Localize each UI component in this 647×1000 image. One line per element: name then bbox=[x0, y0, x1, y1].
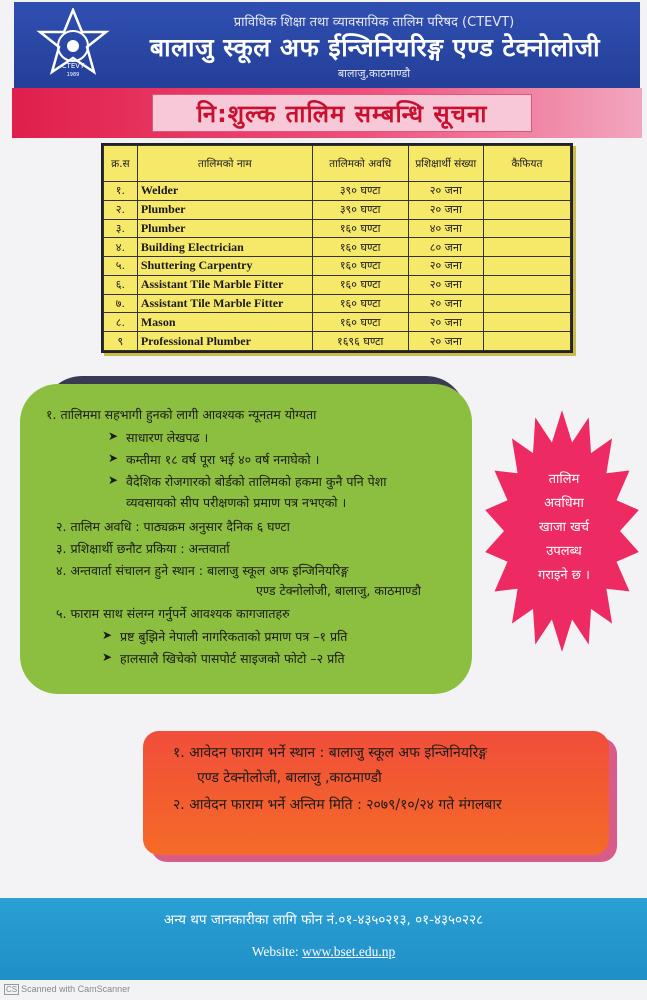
cell-remark bbox=[483, 182, 570, 201]
table-row bbox=[104, 200, 571, 219]
cell-remark bbox=[483, 257, 570, 276]
req-item-3: ३. प्रशिक्षार्थी छनौट प्रकिया : अन्तवार्ता bbox=[56, 541, 230, 556]
req-item-2: २. तालिम अवधि : पाठ्यक्रम अनुसार दैनिक ६ घण्टा bbox=[56, 519, 290, 534]
cell-duration: ३९० घण्टा bbox=[312, 200, 408, 219]
application-place: १. आवेदन फाराम भर्ने स्थान : बालाजु स्कूल अफ इन्जिनियरिङ्ग bbox=[173, 745, 488, 761]
cell-name: Welder bbox=[137, 182, 312, 201]
starburst-line-2: अवधिमा bbox=[544, 496, 584, 511]
requirements-box bbox=[20, 384, 472, 694]
cell-duration: १६० घण्टा bbox=[312, 275, 408, 294]
table-row bbox=[104, 313, 571, 332]
req-item-1-sub-3-cont: व्यवसायको सीप परीक्षणको प्रमाण पत्र नभएको । bbox=[126, 495, 347, 510]
cell-sn: ७. bbox=[104, 294, 138, 313]
table-row bbox=[104, 332, 571, 351]
cell-remark bbox=[483, 238, 570, 257]
training-table bbox=[101, 143, 573, 353]
col-header-sn: क्र.स bbox=[104, 146, 138, 182]
cell-remark bbox=[483, 219, 570, 238]
table-row bbox=[104, 182, 571, 201]
col-header-duration: तालिमको अवधि bbox=[312, 146, 408, 182]
req-item-5-sub-1: प्रष्ट बुझिने नेपाली नागरिकताको प्रमाण पत्र –१ प्रति bbox=[120, 629, 348, 644]
svg-text:CTEVT: CTEVT bbox=[61, 62, 85, 70]
cell-sn: ८. bbox=[104, 313, 138, 332]
cell-name: Mason bbox=[137, 313, 312, 332]
cell-name: Plumber bbox=[137, 219, 312, 238]
arrow-bullet-icon: ➤ bbox=[102, 650, 113, 664]
cell-sn: १. bbox=[104, 182, 138, 201]
cell-name: Plumber bbox=[137, 200, 312, 219]
req-item-1-sub-3: वैदेशिक रोजगारको बोर्डको तालिमको हकमा कुनै पनि पेशा bbox=[126, 474, 387, 489]
cell-duration: १६९६ घण्टा bbox=[312, 332, 408, 351]
arrow-bullet-icon: ➤ bbox=[108, 451, 119, 465]
table-row bbox=[104, 294, 571, 313]
col-header-remark: कैफियत bbox=[483, 146, 570, 182]
req-item-4: ४. अन्तवार्ता संचालन हुने स्थान : बालाजु स्कूल अफ इन्जिनियरिङ्ग bbox=[56, 563, 349, 578]
cell-duration: ३९० घण्टा bbox=[312, 182, 408, 201]
school-name: बालाजु स्कूल अफ ईन्जिनियरिङ्ग एण्ड टेक्नोलोजी bbox=[149, 33, 601, 62]
website-link[interactable]: www.bset.edu.np bbox=[302, 944, 396, 959]
col-header-name: तालिमको नाम bbox=[137, 146, 312, 182]
table-row bbox=[104, 238, 571, 257]
cell-name: Professional Plumber bbox=[137, 332, 312, 351]
req-item-5-sub-2: हालसालै खिचेको पासपोर्ट साइजको फोटो –२ प्रति bbox=[120, 651, 345, 666]
cell-remark bbox=[483, 313, 570, 332]
cell-sn: ९ bbox=[104, 332, 138, 351]
footer-band bbox=[0, 898, 647, 980]
req-item-1-sub-1: साधारण लेखपढ । bbox=[126, 430, 209, 445]
ctevt-logo-icon bbox=[36, 8, 110, 82]
contact-phone: अन्य थप जानकारीका लागि फोन नं.०१-४३५०२१३, ०१-४३५०२२८ bbox=[163, 912, 484, 928]
cell-remark bbox=[483, 332, 570, 351]
page-title: नि:शुल्क तालिम सम्बन्धि सूचना bbox=[152, 94, 532, 132]
header-band bbox=[14, 2, 640, 88]
cell-sn: ५. bbox=[104, 257, 138, 276]
table-header-row bbox=[104, 146, 571, 182]
req-item-4-cont: एण्ड टेक्नोलोजी, बालाजु, काठमाण्डौ bbox=[256, 583, 421, 598]
starburst-line-3: खाजा खर्च bbox=[538, 520, 590, 535]
council-name: प्राविधिक शिक्षा तथा व्यावसायिक तालिम परिषद (CTEVT) bbox=[233, 15, 515, 30]
application-deadline: २. आवेदन फाराम भर्ने अन्तिम मिति : २०७९/१०/२४ गते मंगलबार bbox=[173, 797, 502, 813]
arrow-bullet-icon: ➤ bbox=[108, 429, 119, 443]
table-row bbox=[104, 257, 571, 276]
cell-duration: १६० घण्टा bbox=[312, 219, 408, 238]
cell-sn: ६. bbox=[104, 275, 138, 294]
website-label: Website: bbox=[251, 944, 299, 959]
req-item-5: ५. फाराम साथ संलग्न गर्नुपर्ने आवश्यक कागजातहरु bbox=[56, 606, 290, 621]
cell-count: २० जना bbox=[408, 200, 483, 219]
cell-sn: ३. bbox=[104, 219, 138, 238]
cell-name: Shuttering Carpentry bbox=[137, 257, 312, 276]
starburst-line-1: तालिम bbox=[548, 472, 580, 487]
cell-count: ४० जना bbox=[408, 219, 483, 238]
cell-duration: १६० घण्टा bbox=[312, 294, 408, 313]
cell-count: २० जना bbox=[408, 332, 483, 351]
camscanner-icon: CS bbox=[6, 985, 18, 994]
cell-duration: १६० घण्टा bbox=[312, 313, 408, 332]
website-row bbox=[0, 944, 647, 960]
svg-text:1989: 1989 bbox=[66, 72, 80, 78]
cell-name: Assistant Tile Marble Fitter bbox=[137, 294, 312, 313]
cell-remark bbox=[483, 294, 570, 313]
cell-remark bbox=[483, 275, 570, 294]
application-place-cont: एण्ड टेक्नोलोजी, बालाजु ,काठमाण्डौ bbox=[197, 770, 382, 786]
col-header-count: प्रशिक्षार्थी संख्या bbox=[408, 146, 483, 182]
starburst-line-4: उपलब्ध bbox=[546, 544, 582, 559]
cell-name: Building Electrician bbox=[137, 238, 312, 257]
cell-count: २० जना bbox=[408, 182, 483, 201]
arrow-bullet-icon: ➤ bbox=[108, 473, 119, 487]
cell-duration: १६० घण्टा bbox=[312, 257, 408, 276]
cell-name: Assistant Tile Marble Fitter bbox=[137, 275, 312, 294]
cell-sn: २. bbox=[104, 200, 138, 219]
table-row bbox=[104, 275, 571, 294]
watermark-text: Scanned with CamScanner bbox=[21, 984, 131, 994]
cell-count: २० जना bbox=[408, 294, 483, 313]
cell-count: २० जना bbox=[408, 275, 483, 294]
cell-count: २० जना bbox=[408, 313, 483, 332]
cell-count: ८० जना bbox=[408, 238, 483, 257]
cell-remark bbox=[483, 200, 570, 219]
starburst-line-5: गराइने छ । bbox=[538, 568, 590, 583]
cell-sn: ४. bbox=[104, 238, 138, 257]
school-location: बालाजु,काठमाण्डौ bbox=[337, 67, 411, 80]
arrow-bullet-icon: ➤ bbox=[102, 628, 113, 642]
title-band bbox=[12, 88, 642, 138]
table-row bbox=[104, 219, 571, 238]
application-box bbox=[143, 731, 609, 855]
cell-duration: १६० घण्टा bbox=[312, 238, 408, 257]
req-item-1-sub-2: कम्तीमा १८ वर्ष पूरा भई ४० वर्ष ननाघेको । bbox=[126, 452, 320, 467]
scanner-watermark bbox=[4, 984, 130, 995]
req-item-1: १. तालिममा सहभागी हुनको लागी आवश्यक न्यूनतम योग्यता bbox=[46, 407, 317, 422]
cell-count: २० जना bbox=[408, 257, 483, 276]
starburst-text bbox=[509, 468, 619, 588]
